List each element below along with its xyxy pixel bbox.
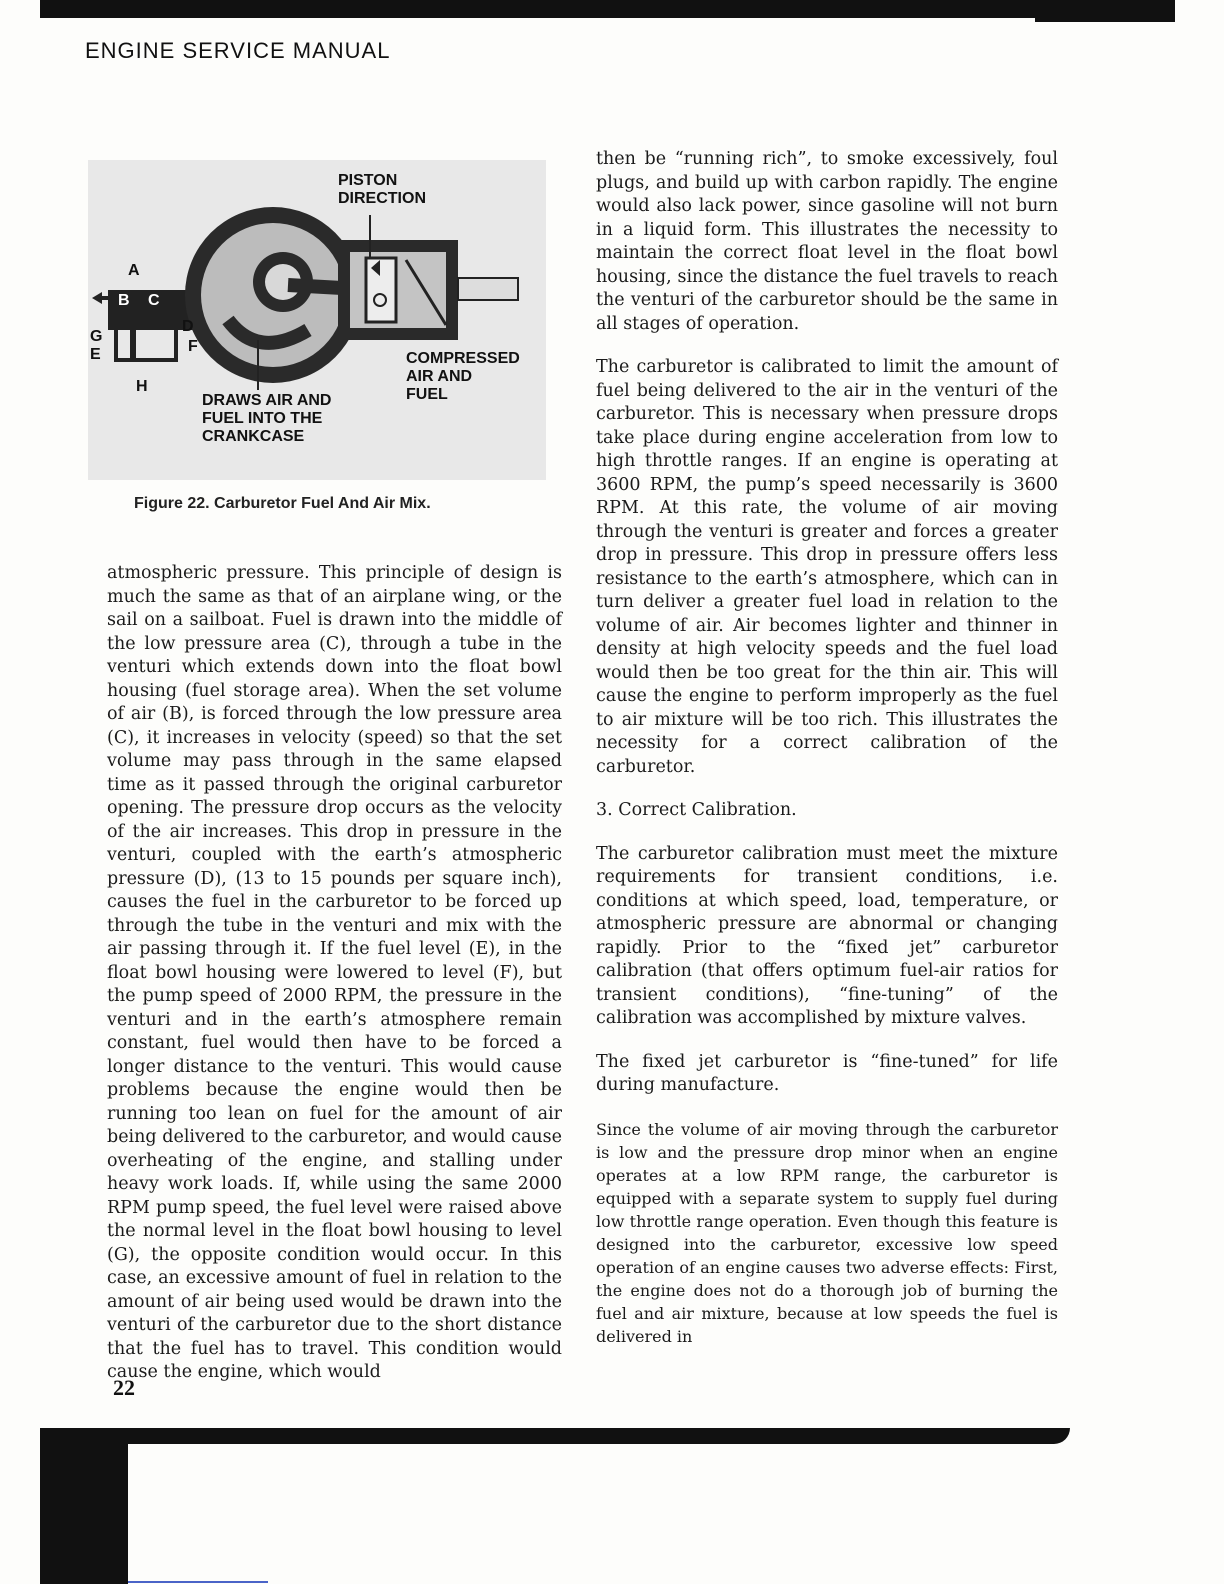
label-g: G bbox=[90, 328, 103, 345]
top-border-bar bbox=[40, 0, 1175, 18]
label-c: C bbox=[148, 292, 160, 309]
label-a: A bbox=[128, 262, 140, 279]
spark-plug bbox=[458, 278, 518, 300]
right-paragraph-1: then be “running rich”, to smoke excessively, foul plugs, and build up with carbon rapidly. The engine would also lack power, since gasoline will not burn in a liquid form. This illustrates the necessity to maintain the correct float level in the float bowl housing, since the distance the fuel travels to reach the venturi of the carburetor should be the same in all stages of operation. bbox=[596, 149, 1058, 334]
label-draws-air: DRAWS AIR AND FUEL INTO THE CRANKCASE bbox=[202, 392, 332, 445]
left-paragraph: atmospheric pressure. This principle of design is much the same as that of an airplane wing, or the sail on a sailboat. Fuel is drawn into the middle of the low pressure area (C), through a tube in the venturi which extends down into the float bowl housing (fuel storage area). When the set volume of air (B), is forced through the low pressure area (C), it increases in velocity (speed) so that the set volume may pass through in the same elapsed time as it passed through the original carburetor opening. The pressure drop occurs as the velocity of the air increases. This drop in pressure in the venturi, coupled with the earth’s atmospheric pressure (D), (13 to 15 pounds per square inch), causes the fuel in the carburetor to be forced up through the tube in the venturi and mix with the air passing through it. If the fuel level (E), in the float bowl housing were lowered to level (F), but the pump speed of 2000 RPM, the pressure in the venturi and in the earth’s atmosphere remain constant, fuel would then have to be forced a longer distance to the venturi. This would cause problems because the engine would then be running too lean on fuel for the amount of air being delivered to the carburetor, and would cause overheating of the engine, and stalling under heavy work loads. If, while using the same 2000 RPM pump speed, the fuel level were raised above the normal level in the float bowl housing to level (G), the opposite condition would occur. In this case, an excessive amount of fuel in relation to the amount of air being used would be drawn into the venturi of the carburetor due to the short distance that the fuel has to travel. This condition would cause the engine, which would bbox=[107, 563, 562, 1382]
label-piston-direction: PISTON DIRECTION bbox=[338, 172, 426, 207]
venturi-tube bbox=[130, 310, 136, 360]
page-header-title: ENGINE SERVICE MANUAL bbox=[85, 38, 391, 63]
label-f: F bbox=[188, 338, 198, 355]
label-b: B bbox=[118, 292, 130, 309]
cylinder-bore bbox=[350, 252, 446, 328]
label-d: D bbox=[182, 318, 194, 335]
bottom-corner-block bbox=[40, 1428, 128, 1584]
carburetor-figure bbox=[88, 160, 546, 480]
right-paragraph-4: The fixed jet carburetor is “fine-tuned” for life during manufacture. bbox=[596, 1051, 1058, 1095]
top-border-notch bbox=[1035, 0, 1175, 22]
page-number: 22 bbox=[113, 1375, 135, 1400]
right-paragraph-3: The carburetor calibration must meet the mixture requirements for transient conditions, i.e. conditions at which speed, load, temperature, or atmospheric pressure are abnormal or changing rapidly. Prior to the “fixed jet” carburetor calibration (that offers optimum fuel-air ratios for transient conditions), “fine-tuning” of the calibration was accomplished by mixture valves. bbox=[596, 843, 1058, 1028]
bottom-blue-line bbox=[128, 1581, 268, 1583]
label-e: E bbox=[90, 346, 101, 363]
left-column bbox=[107, 562, 562, 1405]
label-compressed: COMPRESSED AIR AND FUEL bbox=[406, 350, 520, 403]
right-paragraph-5: Since the volume of air moving through the carburetor is low and the pressure drop minor when an engine operates at a low RPM range, the carburetor is equipped with a separate system to supply fuel during low throttle range operation. Even though this feature is designed into the carburetor, excessive low speed operation of an engine causes two adverse effects: First, the engine does not do a thorough job of burning the fuel and air mixture, because at low speeds the fuel is delivered in bbox=[596, 1119, 1058, 1346]
bottom-border-bar bbox=[40, 1428, 1070, 1444]
right-column bbox=[596, 148, 1058, 1368]
right-paragraph-2: The carburetor is calibrated to limit the amount of fuel being delivered to the air in the venturi of the carburetor. This is necessary when pressure drops take place during engine acceleration from low to high throttle ranges. If an engine is operating at 3600 RPM, the pump’s speed necessarily is 3600 RPM. At this rate, the volume of air moving through the venturi is greater and forces a greater drop in pressure. This drop in pressure offers less resistance to the earth’s atmosphere, which can in turn deliver a greater fuel load in relation to the volume of air. Air becomes lighter and thinner in density at high velocity speeds and the fuel load would then be too great for the thin air. This will cause the engine to perform improperly as the fuel to air mixture will be too rich. This illustrates the necessity for a correct calibration of the carburetor. bbox=[596, 357, 1058, 777]
section-heading: 3. Correct Calibration. bbox=[596, 800, 797, 820]
piston bbox=[366, 258, 396, 322]
label-h: H bbox=[136, 378, 148, 395]
figure-caption: Figure 22. Carburetor Fuel And Air Mix. bbox=[134, 495, 431, 512]
